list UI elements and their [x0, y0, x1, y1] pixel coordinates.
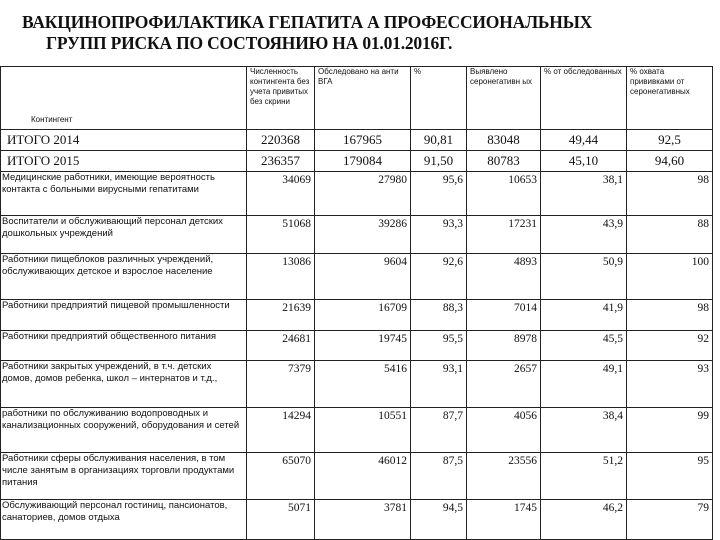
- row-label: Медицинские работники, имеющие вероятность контакта с больными вирусными гепатитами: [1, 172, 247, 216]
- row-cell: 87,5: [411, 453, 467, 500]
- row-label: Работники предприятий пищевой промышленности: [1, 300, 247, 331]
- total-cell: 92,5: [627, 130, 713, 151]
- row-cell: 88: [627, 216, 713, 254]
- row-cell: 7379: [247, 361, 315, 408]
- total-cell: 167965: [315, 130, 411, 151]
- row-label: Работники закрытых учреждений, в т.ч. детских домов, домов ребенка, школ – интернатов и т.д.,: [1, 361, 247, 408]
- vaccination-table: [0, 66, 713, 540]
- total-row-2014: [1, 130, 713, 151]
- title-line-1: ВАКЦИНОПРОФИЛАКТИКА ГЕПАТИТА А ПРОФЕССИОНАЛЬНЫХ: [22, 12, 593, 32]
- row-cell: 65070: [247, 453, 315, 500]
- row-cell: 98: [627, 172, 713, 216]
- row-cell: 51,2: [541, 453, 627, 500]
- table-row: [1, 216, 713, 254]
- row-label: Обслуживающий персонал гостиниц, пансионатов, санаториев, домов отдыха: [1, 500, 247, 540]
- row-cell: 88,3: [411, 300, 467, 331]
- row-cell: 34069: [247, 172, 315, 216]
- row-cell: 43,9: [541, 216, 627, 254]
- row-cell: 100: [627, 254, 713, 300]
- row-cell: 24681: [247, 331, 315, 361]
- total-label: ИТОГО 2014: [1, 130, 247, 151]
- header-seronegative: Выявлено серонегативн ых: [467, 67, 541, 130]
- row-cell: 99: [627, 408, 713, 453]
- row-label: работники по обслуживанию водопроводных и канализационных сооружений, оборудования и сетей: [1, 408, 247, 453]
- row-cell: 10653: [467, 172, 541, 216]
- table-row: [1, 331, 713, 361]
- row-label: Работники пищеблоков различных учреждений, обслуживающих детское и взрослое население: [1, 254, 247, 300]
- total-cell: 90,81: [411, 130, 467, 151]
- total-cell: 91,50: [411, 151, 467, 172]
- row-cell: 10551: [315, 408, 411, 453]
- table-row: [1, 300, 713, 331]
- row-cell: 14294: [247, 408, 315, 453]
- row-cell: 93: [627, 361, 713, 408]
- row-cell: 46012: [315, 453, 411, 500]
- table-header-row: [1, 67, 713, 130]
- title-line-2: ГРУПП РИСКА ПО СОСТОЯНИЮ НА 01.01.2016Г.: [46, 33, 453, 53]
- total-cell: 80783: [467, 151, 541, 172]
- row-cell: 21639: [247, 300, 315, 331]
- table-row: [1, 254, 713, 300]
- row-cell: 38,1: [541, 172, 627, 216]
- row-cell: 38,4: [541, 408, 627, 453]
- row-cell: 95,6: [411, 172, 467, 216]
- row-cell: 95,5: [411, 331, 467, 361]
- row-cell: 23556: [467, 453, 541, 500]
- row-cell: 98: [627, 300, 713, 331]
- header-contingent: Контингент: [1, 67, 247, 130]
- row-label: Работники предприятий общественного питания: [1, 331, 247, 361]
- header-examined: Обследовано на анти ВГА: [315, 67, 411, 130]
- row-cell: 2657: [467, 361, 541, 408]
- total-cell: 45,10: [541, 151, 627, 172]
- total-cell: 83048: [467, 130, 541, 151]
- row-cell: 1745: [467, 500, 541, 540]
- table-row: [1, 172, 713, 216]
- row-cell: 9604: [315, 254, 411, 300]
- row-cell: 17231: [467, 216, 541, 254]
- page-title: [22, 12, 702, 54]
- row-cell: 79: [627, 500, 713, 540]
- row-cell: 16709: [315, 300, 411, 331]
- row-cell: 92: [627, 331, 713, 361]
- row-cell: 39286: [315, 216, 411, 254]
- table-row: [1, 453, 713, 500]
- row-cell: 51068: [247, 216, 315, 254]
- total-label: ИТОГО 2015: [1, 151, 247, 172]
- row-cell: 19745: [315, 331, 411, 361]
- row-label: Работники сферы обслуживания населения, в том числе занятым в организациях торговли продуктами питания: [1, 453, 247, 500]
- table-row: [1, 361, 713, 408]
- row-cell: 95: [627, 453, 713, 500]
- total-cell: 49,44: [541, 130, 627, 151]
- row-cell: 94,5: [411, 500, 467, 540]
- total-cell: 236357: [247, 151, 315, 172]
- total-cell: 220368: [247, 130, 315, 151]
- header-percent: %: [411, 67, 467, 130]
- total-cell: 94,60: [627, 151, 713, 172]
- row-cell: 3781: [315, 500, 411, 540]
- total-cell: 179084: [315, 151, 411, 172]
- row-cell: 92,6: [411, 254, 467, 300]
- row-cell: 7014: [467, 300, 541, 331]
- row-cell: 50,9: [541, 254, 627, 300]
- row-cell: 4893: [467, 254, 541, 300]
- row-cell: 45,5: [541, 331, 627, 361]
- row-cell: 49,1: [541, 361, 627, 408]
- row-label: Воспитатели и обслуживающий персонал детских дошкольных учреждений: [1, 216, 247, 254]
- total-row-2015: [1, 151, 713, 172]
- row-cell: 5416: [315, 361, 411, 408]
- table-row: [1, 408, 713, 453]
- header-coverage: % охвата прививками от серонегативных: [627, 67, 713, 130]
- header-percent-examined: % от обследованных: [541, 67, 627, 130]
- header-population: Численность контингента без учета привитых без скрини: [247, 67, 315, 130]
- row-cell: 27980: [315, 172, 411, 216]
- row-cell: 8978: [467, 331, 541, 361]
- row-cell: 93,3: [411, 216, 467, 254]
- row-cell: 46,2: [541, 500, 627, 540]
- row-cell: 5071: [247, 500, 315, 540]
- row-cell: 13086: [247, 254, 315, 300]
- row-cell: 87,7: [411, 408, 467, 453]
- row-cell: 41,9: [541, 300, 627, 331]
- row-cell: 93,1: [411, 361, 467, 408]
- table-row: [1, 500, 713, 540]
- row-cell: 4056: [467, 408, 541, 453]
